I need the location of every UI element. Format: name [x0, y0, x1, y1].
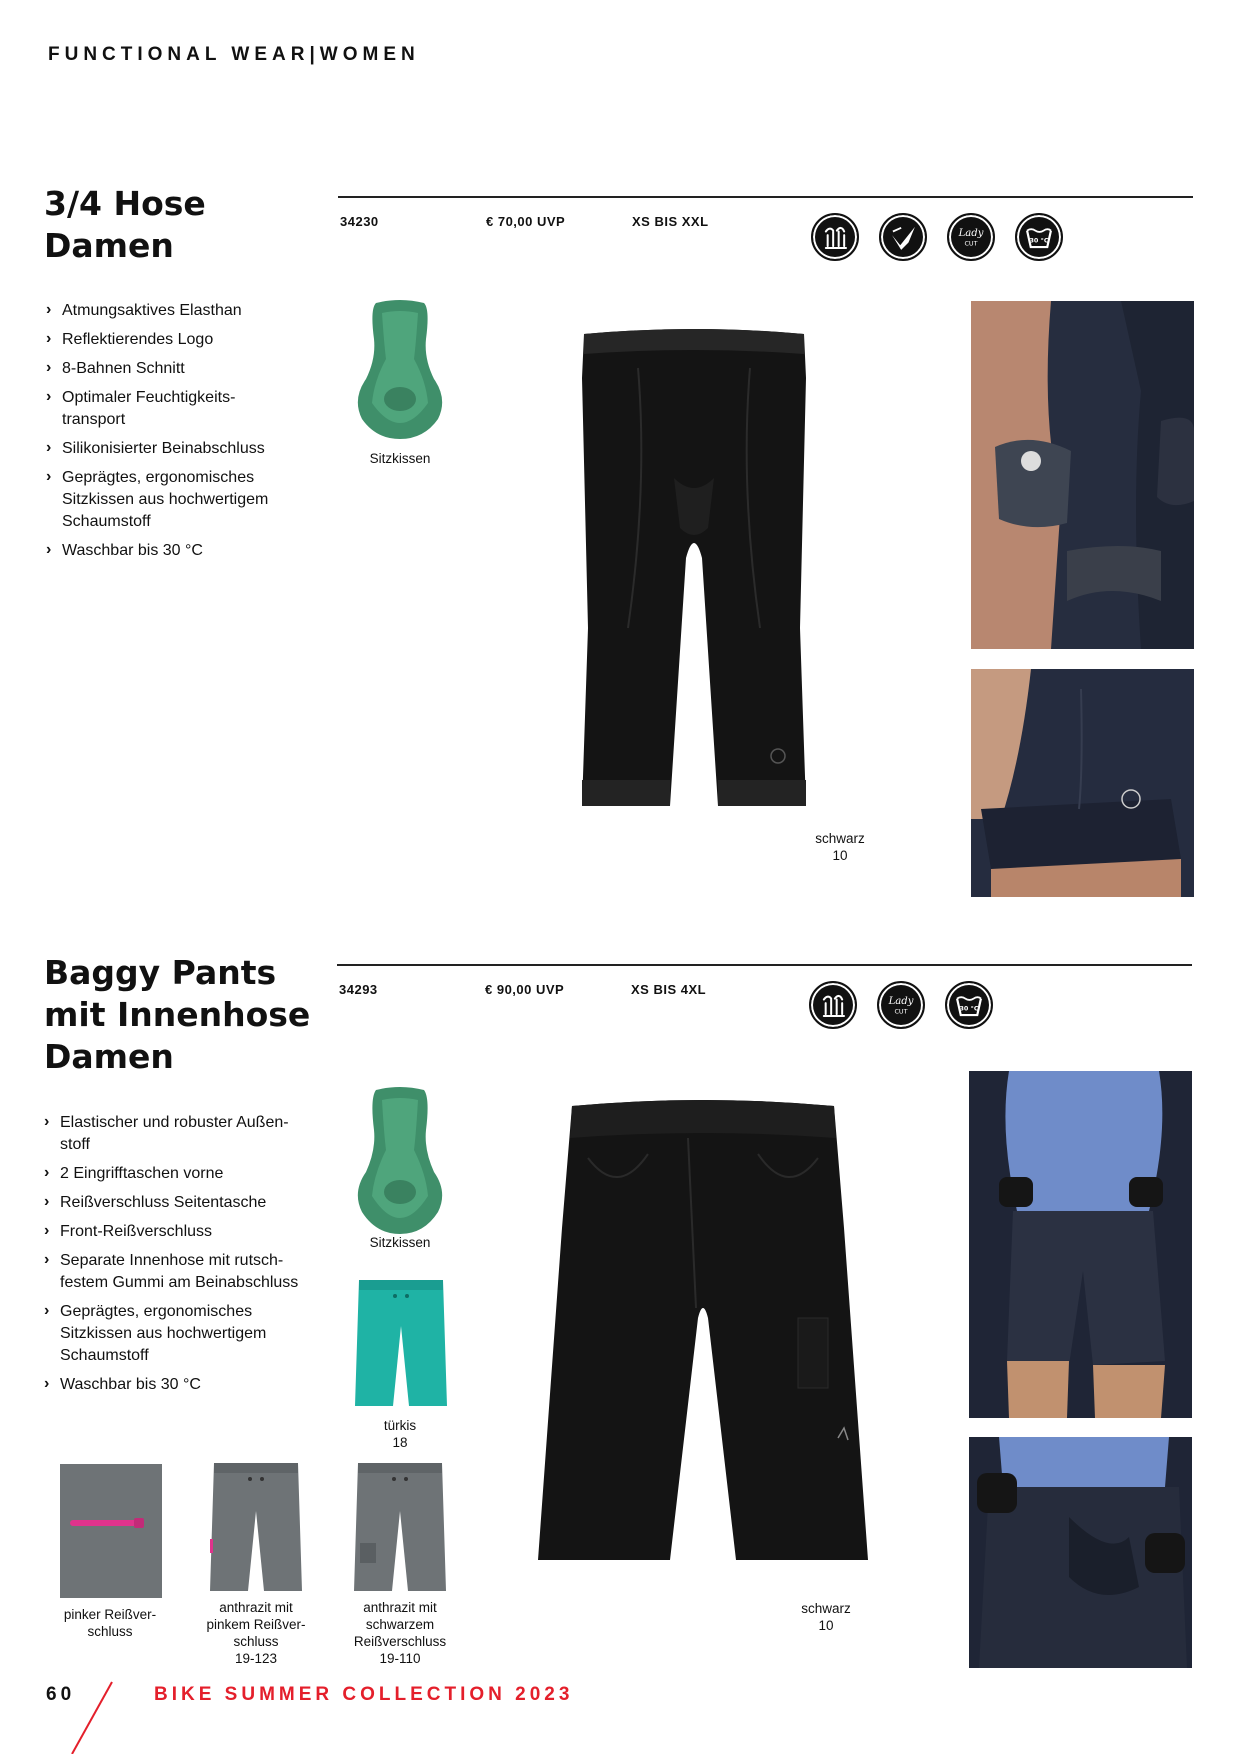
zip-detail-image [60, 1464, 162, 1598]
wash-30-icon [1015, 213, 1063, 261]
feature-item: › Waschbar bis 30 °C [46, 540, 316, 562]
title-line: 3/4 Hose [44, 184, 206, 223]
wash-text: 30 °C [1029, 236, 1049, 245]
color-code: 10 [832, 848, 848, 863]
feature-item: › Geprägtes, ergonomisches Sitzkissen aus hochwertigem Schaumstoff [44, 1301, 324, 1367]
detail-caption: pinker Reißver- schluss [63, 1607, 157, 1639]
color-code: 10 [818, 1618, 834, 1633]
footer-slash [60, 1680, 120, 1754]
size-range: XS BIS 4XL [631, 982, 707, 997]
product-title [44, 183, 206, 267]
divider [338, 196, 1193, 198]
section-header: FUNCTIONAL WEAR|WOMEN [48, 44, 420, 65]
price: € 90,00 UVP [485, 982, 565, 997]
feature-item: › Separate Innenhose mit rutsch- festem Gummi am Beinabschluss [44, 1250, 324, 1294]
feature-item: › Front-Reißverschluss [44, 1221, 324, 1243]
color-name: schwarz [801, 1601, 851, 1616]
feature-item: › Reflektierendes Logo [46, 329, 316, 351]
variant-caption: anthrazit mit schwarzem Reißverschluss [353, 1600, 447, 1649]
pad-caption: Sitzkissen [369, 451, 431, 466]
variant-code: 19-123 [234, 1651, 278, 1666]
price: € 70,00 UVP [486, 214, 566, 229]
pad-caption: Sitzkissen [369, 1235, 431, 1250]
feature-item: › Geprägtes, ergonomisches Sitzkissen aus hochwertigem Schaumstoff [46, 467, 316, 533]
collection-title: BIKE SUMMER COLLECTION 2023 [154, 1684, 574, 1705]
variant-anthracite-black-image [352, 1459, 448, 1597]
color-name: schwarz [815, 831, 865, 846]
product-image-black-knickers [578, 328, 810, 810]
variant-code: 19-110 [379, 1651, 421, 1666]
breathable-icon [809, 981, 857, 1029]
feature-item: › Atmungsaktives Elasthan [46, 300, 316, 322]
lady-cut-icon [877, 981, 925, 1029]
page-number: 60 [46, 1684, 76, 1705]
cut-text: CUT [964, 239, 978, 248]
variant-anthracite-pink-image [208, 1459, 304, 1597]
lady-text: Lady [958, 228, 984, 240]
product-title [44, 952, 310, 1078]
model-photo-knee [971, 669, 1194, 897]
cut-text: CUT [894, 1007, 908, 1016]
model-photo-front [969, 1071, 1192, 1418]
product-image-black-baggy [538, 1098, 868, 1566]
feature-item: › Reißverschluss Seitentasche [44, 1192, 324, 1214]
feature-item: › Silikonisierter Beinabschluss [46, 438, 316, 460]
model-photo-gloves [971, 301, 1194, 649]
feature-item: › Elastischer und robuster Außen- stoff [44, 1112, 324, 1156]
divider [337, 964, 1192, 966]
feature-item: › Optimaler Feuchtigkeits- transport [46, 387, 316, 431]
article-number: 34293 [339, 982, 378, 997]
feature-list [46, 300, 316, 569]
seat-pad-image [354, 1086, 446, 1236]
article-number: 34230 [340, 214, 379, 229]
variant-code: 18 [392, 1435, 408, 1450]
lady-text: Lady [888, 996, 914, 1008]
seat-pad-image [354, 299, 446, 441]
variant-caption: anthrazit mit pinkem Reißver- schluss [206, 1600, 306, 1649]
feature-item: › 8-Bahnen Schnitt [46, 358, 316, 380]
model-photo-inner-short [969, 1437, 1192, 1668]
size-range: XS BIS XXL [632, 214, 709, 229]
title-line: mit Innenhose [44, 995, 311, 1034]
title-line: Damen [44, 1037, 174, 1076]
reflective-icon [879, 213, 927, 261]
breathable-icon [811, 213, 859, 261]
variant-turquoise-image [355, 1276, 447, 1412]
feature-list [44, 1112, 324, 1403]
wash-30-icon [945, 981, 993, 1029]
lady-cut-icon [947, 213, 995, 261]
feature-item: › Waschbar bis 30 °C [44, 1374, 324, 1396]
title-line: Damen [44, 226, 174, 265]
feature-item: › 2 Eingrifftaschen vorne [44, 1163, 324, 1185]
title-line: Baggy Pants [44, 953, 277, 992]
variant-name: türkis [383, 1418, 417, 1433]
wash-text: 30 °C [959, 1004, 979, 1013]
